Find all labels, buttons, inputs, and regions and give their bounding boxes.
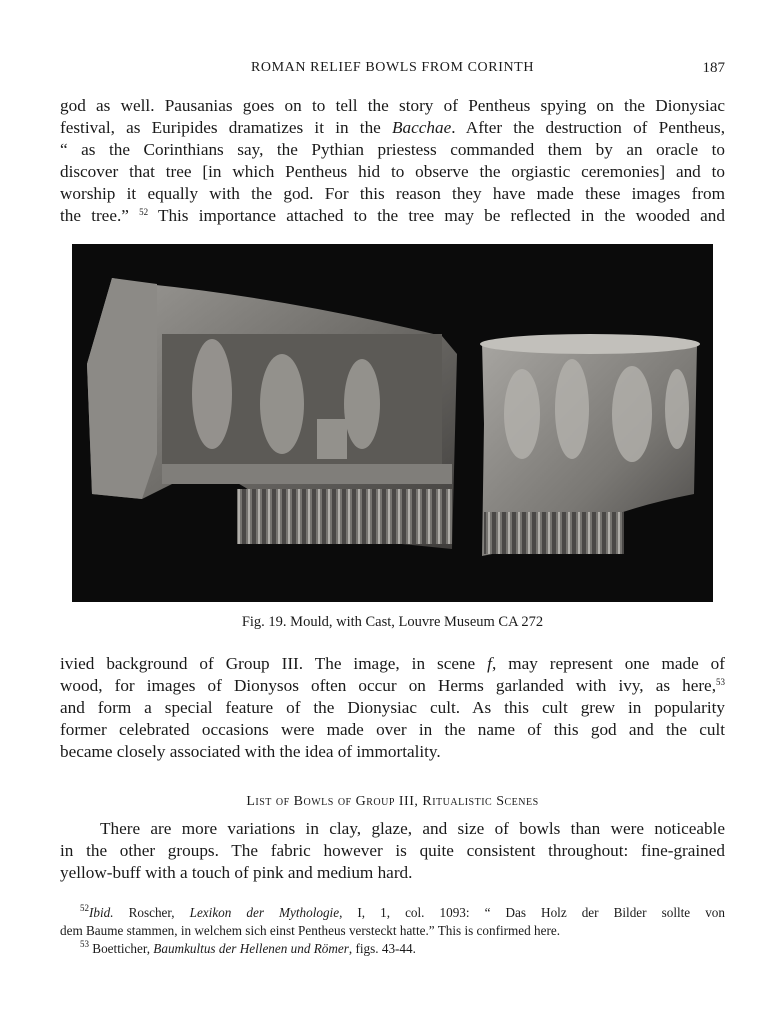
text-line — [60, 840, 725, 862]
running-header — [60, 60, 725, 82]
text-line — [60, 818, 725, 840]
footnote-number: 52 — [80, 903, 89, 913]
footnote-number: 53 — [80, 939, 89, 949]
running-title: ROMAN RELIEF BOWLS FROM CORINTH — [250, 60, 535, 75]
footnote-52 — [60, 904, 725, 922]
text-run: , may represent one made of — [491, 654, 725, 673]
paragraph-2 — [60, 653, 725, 763]
page-number: 187 — [702, 60, 725, 76]
footnote-author: Roscher, — [113, 905, 190, 920]
footnote-text: , I, 1, col. 1093: “ Das Holz der Bilder sollte von — [339, 905, 725, 920]
text-run: wood, for images of Dionysos often occur on Herms garlanded with ivy, as here, — [60, 676, 716, 695]
text-run: god as well. Pausanias goes on to tell the story of Pentheus spying on the Dionysiac — [60, 96, 725, 115]
text-line — [60, 862, 725, 884]
text-run: ivied background of Group III. The image, in scene — [60, 654, 488, 673]
text-run: discover that tree [in which Pentheus hid to observe the orgiastic ceremonies] and to — [60, 162, 725, 181]
text-run: and form a special feature of the Dionysiac cult. As this cult grew in popularity — [60, 698, 725, 717]
footnote-ref-53: 53 — [716, 677, 725, 687]
mould-and-cast-photo — [72, 244, 713, 602]
text-run: the tree.” — [60, 206, 140, 225]
section-heading: List of Bowls of Group III, Ritualistic Scenes — [246, 794, 539, 809]
paragraph-1 — [60, 95, 725, 227]
text-line — [60, 161, 725, 183]
text-run: This importance attached to the tree may be reflected in the wooded and — [148, 206, 725, 225]
paragraph-3 — [60, 818, 725, 884]
figure-caption: Fig. 19. Mould, with Cast, Louvre Museum CA 272 — [241, 614, 544, 630]
text-run: became closely associated with the idea of immortality. — [60, 742, 441, 761]
text-run: “ as the Corinthians say, the Pythian priestess commanded them by an oracle to — [60, 140, 725, 159]
footnote-ref-52: 52 — [139, 207, 149, 217]
figure-photograph — [72, 244, 713, 602]
text-run: worship it equally with the god. For this reason they have made these images from — [60, 184, 725, 203]
footnote-work: Baumkultus der Hellenen und Römer — [153, 941, 349, 956]
text-line — [60, 95, 725, 117]
footnotes — [60, 904, 725, 958]
footnote-text: , figs. 43-44. — [348, 941, 416, 956]
text-run: former celebrated occasions were made over in the name of this god and the cult — [60, 720, 725, 739]
text-line — [60, 205, 725, 227]
footnote-text: dem Baume stammen, in welchem sich einst Pentheus versteckt hatte.” This is confirmed here. — [60, 923, 561, 938]
text-line — [60, 697, 725, 719]
text-run: festival, as Euripides dramatizes it in the — [60, 118, 393, 137]
work-title-bacchae: Bacchae — [392, 118, 452, 137]
text-line — [60, 653, 725, 675]
scene-letter: f — [487, 654, 492, 673]
text-run: in the other groups. The fabric however is quite consistent throughout: fine-grained — [60, 841, 725, 860]
footnote-ibid: Ibid. — [89, 905, 114, 920]
text-line — [60, 719, 725, 741]
text-line — [60, 117, 725, 139]
footnote-author: Boetticher, — [89, 941, 154, 956]
text-line — [60, 741, 725, 763]
footnote-52-cont — [60, 922, 725, 940]
text-run: . After the destruction of Pentheus, — [451, 118, 725, 137]
text-run: There are more variations in clay, glaze, and size of bowls than were noticeable — [100, 819, 725, 838]
text-line — [60, 183, 725, 205]
text-run: yellow-buff with a touch of pink and medium hard. — [60, 863, 413, 882]
footnote-53 — [60, 940, 725, 958]
text-line — [60, 675, 725, 697]
text-line — [60, 139, 725, 161]
footnote-work: Lexikon der Mythologie — [189, 905, 340, 920]
